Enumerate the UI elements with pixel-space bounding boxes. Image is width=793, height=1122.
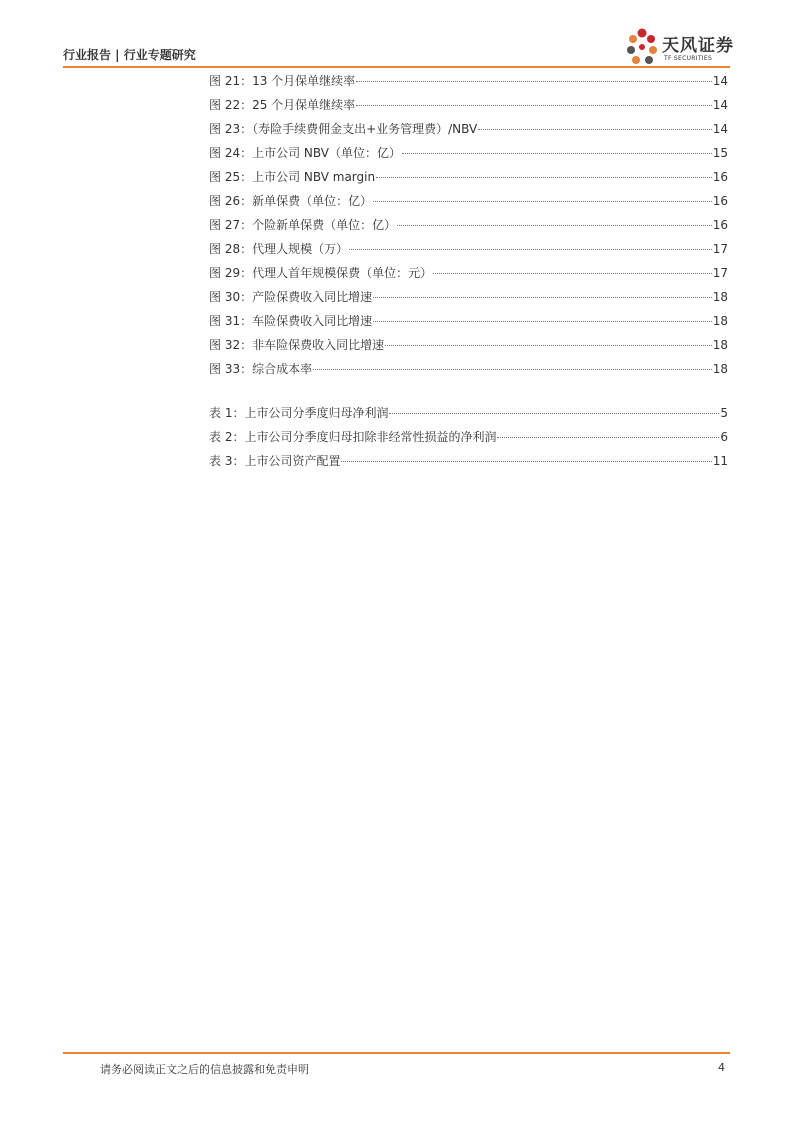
leader-dots bbox=[497, 437, 719, 438]
toc-figure-entry-label: 图 28：代理人规模（万） bbox=[209, 242, 349, 256]
toc-figure-entry-page: 18 bbox=[712, 290, 728, 304]
table-index-list bbox=[209, 404, 728, 476]
toc-table-entry-label: 表 3：上市公司资产配置 bbox=[209, 454, 341, 468]
toc-figure-entry[interactable] bbox=[209, 216, 728, 240]
toc-figure-entry[interactable] bbox=[209, 96, 728, 120]
toc-figure-entry-page: 16 bbox=[712, 170, 728, 184]
leader-dots bbox=[478, 129, 711, 130]
toc-figure-entry-page: 18 bbox=[712, 338, 728, 352]
leader-dots bbox=[402, 153, 712, 154]
toc-figure-entry[interactable] bbox=[209, 240, 728, 264]
toc-table-entry-label: 表 2：上市公司分季度归母扣除非经常性损益的净利润 bbox=[209, 430, 497, 444]
leader-dots bbox=[433, 273, 712, 274]
toc-figure-entry-page: 17 bbox=[712, 242, 728, 256]
toc-table-entry[interactable] bbox=[209, 452, 728, 476]
toc-table-entry[interactable] bbox=[209, 428, 728, 452]
tf-securities-logo bbox=[622, 24, 734, 68]
toc-figure-entry-label: 图 24：上市公司 NBV（单位：亿） bbox=[209, 146, 401, 160]
toc-figure-entry[interactable] bbox=[209, 264, 728, 288]
footer-divider bbox=[63, 1052, 730, 1054]
leader-dots bbox=[356, 81, 712, 82]
toc-figure-entry-label: 图 21：13 个月保单继续率 bbox=[209, 74, 356, 88]
toc-figure-entry-label: 图 32：非车险保费收入同比增速 bbox=[209, 338, 385, 352]
tf-flower-logo-icon bbox=[622, 24, 662, 68]
leader-dots bbox=[349, 249, 712, 250]
toc-figure-entry-label: 图 33：综合成本率 bbox=[209, 362, 313, 376]
toc-figure-entry-page: 14 bbox=[712, 74, 728, 88]
leader-dots bbox=[397, 225, 712, 226]
toc-table-entry-label: 表 1：上市公司分季度归母净利润 bbox=[209, 406, 389, 420]
toc-figure-entry-page: 15 bbox=[712, 146, 728, 160]
toc-figure-entry-page: 16 bbox=[712, 194, 728, 208]
toc-figure-entry[interactable] bbox=[209, 336, 728, 360]
leader-dots bbox=[389, 413, 719, 414]
toc-figure-entry-label: 图 23：（寿险手续费佣金支出+业务管理费）/NBV bbox=[209, 122, 478, 136]
toc-figure-entry-label: 图 25：上市公司 NBV margin bbox=[209, 170, 376, 184]
leader-dots bbox=[376, 177, 712, 178]
leader-dots bbox=[356, 105, 712, 106]
toc-figure-entry[interactable] bbox=[209, 312, 728, 336]
toc-figure-entry-page: 16 bbox=[712, 218, 728, 232]
toc-figure-entry[interactable] bbox=[209, 288, 728, 312]
leader-dots bbox=[373, 297, 712, 298]
leader-dots bbox=[373, 201, 712, 202]
figure-index-list bbox=[209, 72, 728, 384]
toc-figure-entry-label: 图 31：车险保费收入同比增速 bbox=[209, 314, 373, 328]
leader-dots bbox=[385, 345, 712, 346]
report-header: 行业报告 | 行业专题研究 bbox=[63, 48, 196, 62]
toc-table-entry-page: 6 bbox=[720, 430, 728, 444]
toc-figure-entry[interactable] bbox=[209, 144, 728, 168]
toc-figure-entry[interactable] bbox=[209, 168, 728, 192]
toc-figure-entry-page: 17 bbox=[712, 266, 728, 280]
toc-figure-entry-page: 18 bbox=[712, 362, 728, 376]
leader-dots bbox=[373, 321, 712, 322]
toc-figure-entry-label: 图 26：新单保费（单位：亿） bbox=[209, 194, 373, 208]
footer-disclaimer: 请务必阅读正文之后的信息披露和免责申明 bbox=[100, 1063, 309, 1076]
toc-figure-entry-label: 图 22：25 个月保单继续率 bbox=[209, 98, 356, 112]
toc-figure-entry[interactable] bbox=[209, 120, 728, 144]
toc-table-entry[interactable] bbox=[209, 404, 728, 428]
leader-dots bbox=[341, 461, 711, 462]
logo-english-name: TF SECURITIES bbox=[664, 55, 713, 62]
toc-table-entry-page: 11 bbox=[712, 454, 728, 468]
toc-table-entry-page: 5 bbox=[720, 406, 728, 420]
toc-figure-entry[interactable] bbox=[209, 360, 728, 384]
logo-chinese-name: 天风证券 bbox=[662, 36, 734, 56]
toc-figure-entry[interactable] bbox=[209, 192, 728, 216]
toc-figure-entry-label: 图 30：产险保费收入同比增速 bbox=[209, 290, 373, 304]
page-number: 4 bbox=[718, 1061, 725, 1074]
leader-dots bbox=[313, 369, 712, 370]
toc-figure-entry-label: 图 29：代理人首年规模保费（单位：元） bbox=[209, 266, 433, 280]
toc-figure-entry-page: 14 bbox=[712, 98, 728, 112]
toc-figure-entry-label: 图 27：个险新单保费（单位：亿） bbox=[209, 218, 397, 232]
toc-figure-entry-page: 18 bbox=[712, 314, 728, 328]
toc-figure-entry-page: 14 bbox=[712, 122, 728, 136]
toc-figure-entry[interactable] bbox=[209, 72, 728, 96]
